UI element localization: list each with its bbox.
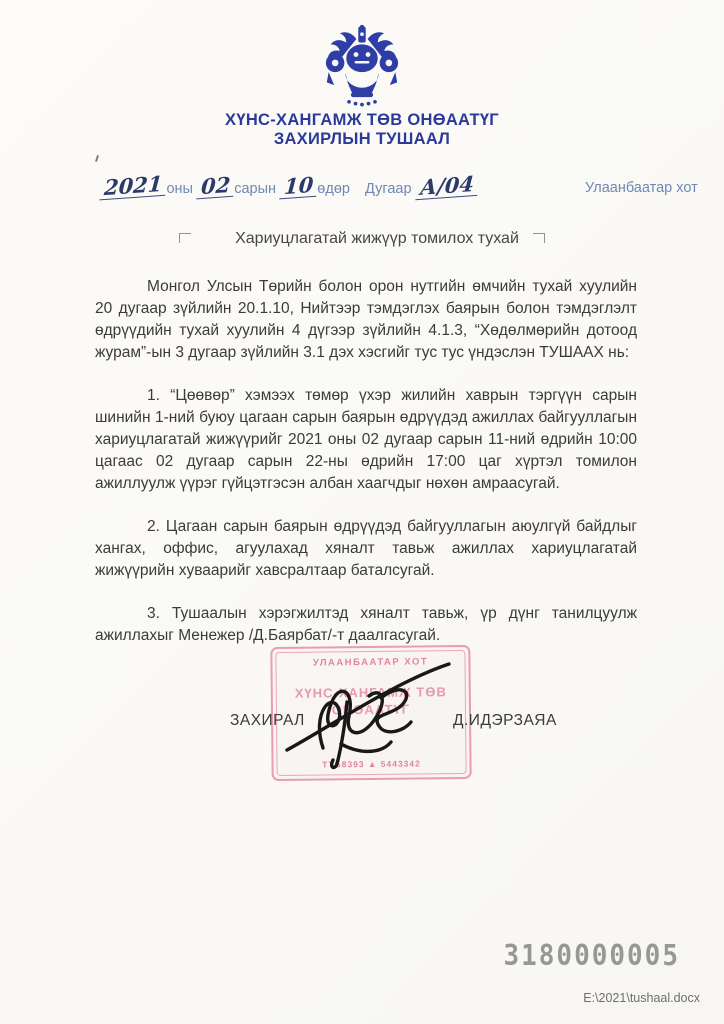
ink-mark (95, 155, 99, 162)
date-line (0, 170, 724, 206)
document-number (365, 171, 478, 200)
corner-mark-right-icon (533, 233, 545, 243)
order-item-1: 1. “Цөөвөр” хэмээх төмөр үхэр жилийн хаврын тэргүүн сарын шинийн 1-ний буюу цагаан сарын баярын өдрүүдэд ажиллах байгууллагын хариуцлагатай жижүүрийг 2021 оны 02 дугаар сарын 11-ний өдрийн 10:00 цагаас 02 дугаар сарын 22-ны өдрийн 17:00 цаг хүртэл томилон ажиллуулж үүрэг гүйцэтгэсэн албан хаагчдыг нөхөн амраасугай. (95, 387, 637, 492)
day-label: өдөр (317, 181, 350, 197)
corner-mark-left-icon (179, 233, 191, 243)
stamp-bottom-text: ТТБ8393 ▲ 5443342 (322, 758, 421, 770)
registration-serial-number: 3180000005 (503, 939, 680, 973)
file-path: E:\2021\tushaal.docx (583, 991, 700, 1005)
document-title: Хариуцлагатай жижүүр томилох тухай (235, 230, 519, 247)
year-label: оны (166, 181, 193, 197)
signer-name: Д.ИДЭРЗАЯА (453, 712, 557, 729)
document-body (95, 276, 637, 668)
document-header (0, 111, 724, 149)
month-value: 02 (196, 175, 235, 200)
org-name: ХҮНС-ХАНГАМЖ ТӨВ ОНӨААТҮГ (225, 111, 499, 129)
order-item-2: 2. Цагаан сарын баярын өдрүүдэд байгууллагын аюулгүй байдлыг хангах, оффис, агуулахад хяналт тавьж ажиллах хариуцлагатай жижүүрийн хуваарийг хавсралтаар баталсугай. (95, 518, 637, 579)
mongolian-crest-icon (314, 24, 410, 112)
handwritten-signature (283, 648, 455, 776)
number-value: А/04 (415, 174, 478, 200)
preamble-paragraph: Монгол Улсын Төрийн болон орон нутгийн өмчийн тухай хуулийн 20 дугаар зүйлийн 20.1.10, Нийтээр тэмдэглэх баярын болон тэмдэглэлт өдрүүдийн тухай хуулийн 4 дүгээр зүйлийн 4.1.3, “Хөдөлмөрийн дотоод журам”-ын 3 дугаар зүйлийн 3.1 дэх хэсгийг тус тус үндэслэн ТУШААХ нь: (95, 278, 637, 361)
stamp-center-text: ХҮНС-ХАНГАМЖ ТӨВ ОНӨААТҮГ (294, 684, 447, 718)
year-value: 2021 (99, 174, 167, 201)
date-fields (100, 170, 350, 201)
number-label: Дугаар (365, 181, 412, 197)
order-item-3: 3. Тушаалын хэрэгжилтэд хяналт тавьж, үр дүнг танилцуулж ажиллахыг Менежер /Д.Баярбат/-т даалгасугай. (95, 605, 637, 644)
signer-role: ЗАХИРАЛ (230, 712, 305, 729)
day-value: 10 (279, 175, 318, 200)
doc-type: ЗАХИРЛЫН ТУШААЛ (273, 130, 451, 148)
city-label: Улаанбаатар хот (585, 180, 698, 196)
signature-block (0, 640, 724, 795)
stamp-top-text: УЛААНБААТАР ХОТ (312, 656, 429, 669)
month-label: сарын (234, 181, 277, 197)
document-title-row (0, 230, 724, 248)
